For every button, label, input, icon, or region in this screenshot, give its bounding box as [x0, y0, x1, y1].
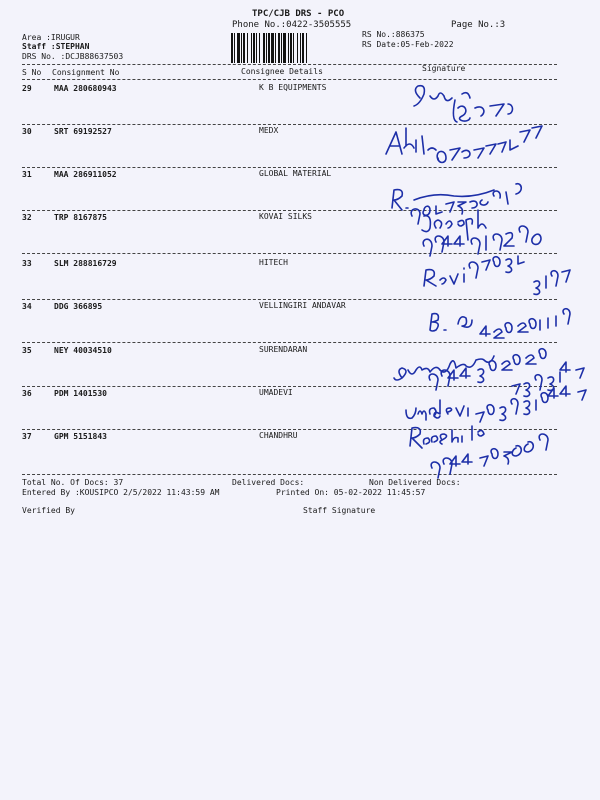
row-consignment-number: SLM 288816729: [54, 259, 117, 268]
row-consignment-number: PDM 1401530: [54, 389, 107, 398]
staff-label: Staff :STEPHAN: [22, 42, 90, 51]
row-consignee-name: SURENDARAN: [259, 345, 308, 354]
signature-umadevi: [406, 400, 468, 420]
row-consignment-number: GPM 5151843: [54, 432, 107, 441]
document-title: TPC/CJB DRS - PCO: [252, 9, 345, 19]
row-serial-number: 30: [22, 127, 32, 136]
row-serial-number: 32: [22, 213, 32, 222]
row-consignee-name: MEDX: [259, 126, 279, 135]
page-number: Page No.:3: [451, 20, 506, 30]
row-consignee-name: KOVAI SILKS: [259, 212, 312, 221]
verified-by: Verified By: [22, 506, 75, 515]
row-consignment-number: MAA 286911052: [54, 170, 117, 179]
rs-date: RS Date:05-Feb-2022: [362, 40, 454, 49]
non-delivered-docs: Non Delivered Docs:: [369, 478, 461, 487]
row-consignment-number: SRT 69192527: [54, 127, 112, 136]
printed-on: Printed On: 05-02-2022 11:45:57: [276, 488, 426, 497]
signature-akhil: [386, 128, 436, 154]
row-serial-number: 31: [22, 170, 32, 179]
row-consignee-name: HITECH: [259, 258, 288, 267]
signature-ravi: [424, 268, 464, 286]
row-serial-number: 33: [22, 259, 32, 268]
row-serial-number: 35: [22, 346, 32, 355]
row-consignment-number: MAA 280680943: [54, 84, 117, 93]
drs-number: DRS No. :DCJB88637503: [22, 52, 124, 61]
staff-signature: Staff Signature: [303, 506, 376, 515]
area-label: Area :IRUGUR: [22, 33, 80, 42]
row-serial-number: 36: [22, 389, 32, 398]
total-docs: Total No. Of Docs: 37: [22, 478, 124, 487]
row-consignee-name: CHANDHRU: [259, 431, 298, 440]
row-serial-number: 37: [22, 432, 32, 441]
row-consignment-number: NEY 40034510: [54, 346, 112, 355]
row-consignee-name: UMADEVI: [259, 388, 293, 397]
column-consignee: Consignee Details: [241, 67, 323, 76]
signature-surendaran: [394, 356, 494, 380]
row-consignment-number: DDG 366895: [54, 302, 103, 311]
row-serial-number: 29: [22, 84, 32, 93]
entered-by: Entered By :KOUSIPCO 2/5/2022 11:43:59 AM: [22, 488, 220, 497]
signature-joseph: [422, 210, 486, 240]
row-consignment-number: TRP 8167875: [54, 213, 107, 222]
row-serial-number: 34: [22, 302, 32, 311]
column-consignment: Consignment No: [52, 68, 120, 77]
row-consignee-name: VELLINGIRI ANDAVAR: [259, 301, 346, 310]
delivered-docs: Delivered Docs:: [232, 478, 305, 487]
signature-reeshniha: [410, 426, 484, 448]
signature-b: [430, 314, 472, 331]
phone-number: Phone No.:0422-3505555: [232, 20, 352, 30]
column-sno: S No: [22, 68, 42, 77]
column-signature: Signature: [422, 64, 466, 73]
row-consignee-name: GLOBAL MATERIAL: [259, 169, 332, 178]
rs-number: RS No.:886375: [362, 30, 425, 39]
signature-r-lan: [392, 190, 494, 210]
row-consignee-name: K B EQUIPMENTS: [259, 83, 327, 92]
